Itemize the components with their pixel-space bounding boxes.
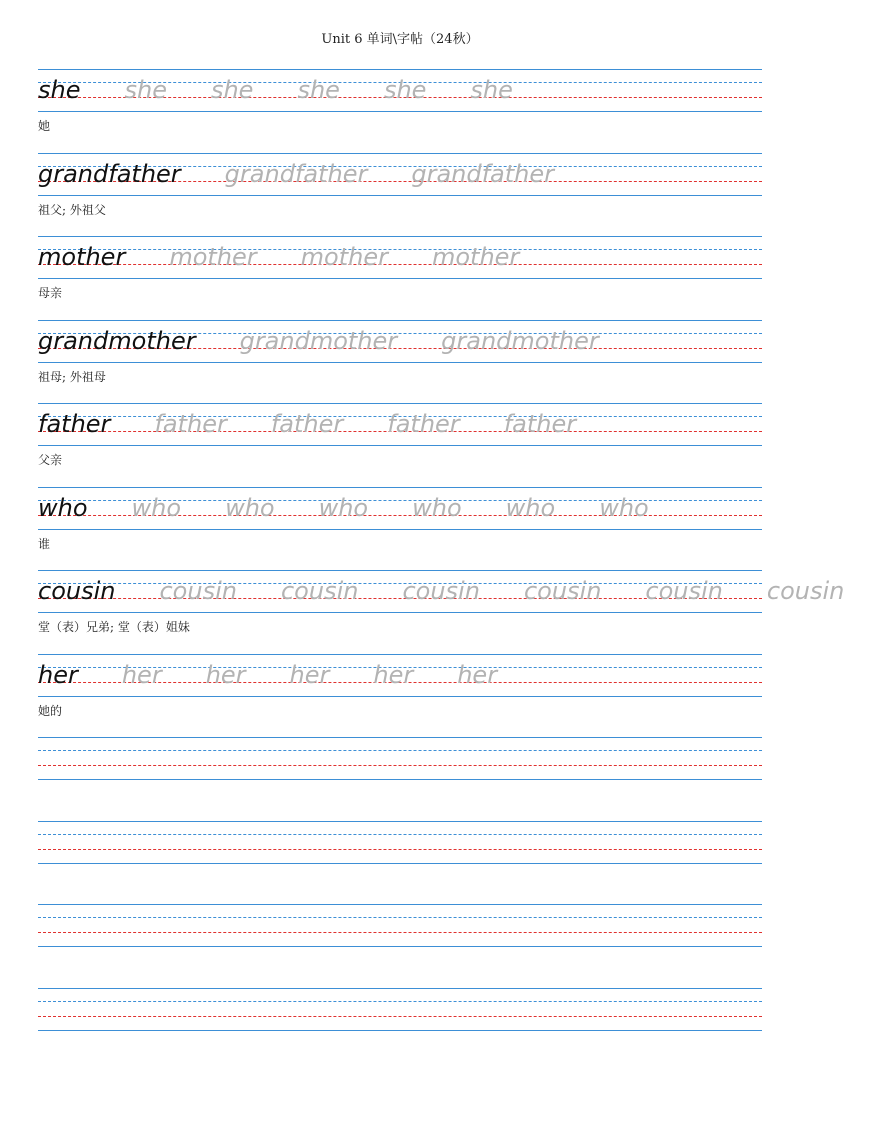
word-trace: her: [205, 660, 246, 689]
guide-line-mid: [38, 834, 762, 835]
guide-line-bottom: [38, 612, 762, 613]
word-trace: father: [387, 410, 460, 438]
word-meaning: 她: [38, 119, 51, 133]
word-samples: [38, 322, 643, 356]
word-trace: cousin: [280, 577, 359, 605]
word-example: mother: [38, 243, 126, 271]
guide-line-mid: [38, 1001, 762, 1002]
word-samples: [38, 489, 693, 523]
word-trace: cousin: [159, 577, 237, 605]
blank-practice-row: [38, 987, 762, 1071]
guide-line-top: [38, 236, 762, 237]
word-trace: mother: [431, 243, 520, 271]
word-trace: who: [412, 493, 462, 522]
word-trace: she: [470, 76, 513, 104]
guide-line-top: [38, 737, 762, 738]
guide-line-bottom: [38, 696, 762, 697]
word-meaning: 祖父; 外祖父: [38, 202, 106, 217]
word-trace: who: [131, 493, 182, 522]
guide-line-bottom: [38, 195, 762, 196]
word-trace: mother: [169, 243, 257, 271]
four-line-grid: [38, 820, 762, 864]
word-trace: she: [124, 76, 167, 104]
guide-line-top: [38, 988, 762, 989]
guide-line-top: [38, 904, 762, 905]
guide-line-bottom: [38, 779, 762, 780]
guide-line-mid: [38, 917, 762, 918]
word-trace: her: [121, 660, 162, 689]
guide-line-bottom: [38, 529, 762, 530]
guide-line-top: [38, 69, 762, 70]
practice-rows: [38, 68, 845, 1070]
word-row: [38, 68, 762, 152]
guide-line-bottom: [38, 946, 762, 947]
word-example: cousin: [38, 577, 116, 605]
word-trace: cousin: [645, 577, 723, 605]
page-title: Unit 6 单词\字帖（24秋）: [321, 32, 479, 47]
word-trace: cousin: [402, 577, 480, 605]
word-example: father: [38, 410, 111, 438]
guide-line-top: [38, 320, 762, 321]
word-example: she: [38, 76, 81, 104]
guide-line-top: [38, 821, 762, 822]
guide-line-top: [38, 403, 762, 404]
word-example: her: [38, 660, 78, 689]
word-row: [38, 402, 762, 486]
guide-line-mid: [38, 750, 762, 751]
guide-line-top: [38, 654, 762, 655]
word-meaning: 祖母; 外祖母: [38, 369, 106, 384]
word-samples: [38, 71, 557, 105]
word-meaning: 谁: [38, 536, 51, 551]
word-samples: [38, 656, 541, 690]
word-trace: father: [503, 410, 577, 438]
word-trace: cousin: [523, 577, 602, 605]
word-trace: who: [225, 493, 275, 522]
word-samples: [38, 238, 563, 272]
blank-practice-row: [38, 903, 762, 987]
word-meaning: 她的: [38, 703, 63, 718]
word-trace: her: [373, 660, 414, 689]
word-row: [38, 569, 845, 653]
word-trace: who: [318, 493, 369, 522]
guide-line-base: [38, 765, 762, 766]
guide-line-base: [38, 932, 762, 933]
word-row: [38, 235, 762, 319]
guide-line-top: [38, 153, 762, 154]
word-samples: [38, 572, 888, 606]
guide-line-top: [38, 487, 762, 488]
word-example: grandmother: [38, 326, 196, 355]
four-line-grid: [38, 903, 762, 947]
word-trace: grandmother: [239, 326, 398, 355]
guide-line-base: [38, 1016, 762, 1017]
word-samples: [38, 155, 598, 189]
word-samples: [38, 405, 620, 439]
word-example: who: [38, 493, 88, 522]
guide-line-bottom: [38, 863, 762, 864]
guide-line-bottom: [38, 362, 762, 363]
blank-practice-row: [38, 820, 762, 904]
word-row: [38, 152, 762, 236]
word-trace: she: [297, 76, 340, 104]
word-meaning: 父亲: [38, 453, 63, 467]
word-meaning: 堂（表）兄弟; 堂（表）姐妹: [38, 620, 190, 634]
word-example: grandfather: [38, 159, 181, 188]
guide-line-bottom: [38, 111, 762, 112]
four-line-grid: [38, 987, 762, 1031]
word-meaning: 母亲: [38, 286, 63, 300]
four-line-grid: [38, 736, 762, 780]
word-trace: she: [210, 76, 254, 104]
guide-line-top: [38, 570, 762, 571]
word-trace: she: [383, 76, 427, 104]
word-row: [38, 486, 762, 570]
word-trace: cousin: [766, 577, 845, 605]
guide-line-bottom: [38, 1030, 762, 1031]
word-trace: grandfather: [411, 159, 555, 188]
word-row: [38, 653, 762, 737]
word-trace: father: [270, 410, 344, 438]
word-trace: grandmother: [441, 326, 599, 355]
word-trace: mother: [300, 243, 388, 271]
word-trace: her: [289, 660, 330, 689]
word-trace: grandfather: [224, 159, 368, 188]
guide-line-bottom: [38, 278, 762, 279]
word-trace: who: [505, 493, 556, 522]
word-trace: father: [154, 410, 227, 438]
guide-line-base: [38, 849, 762, 850]
blank-practice-row: [38, 736, 762, 820]
word-trace: her: [457, 660, 498, 689]
word-trace: who: [599, 493, 649, 522]
word-row: [38, 319, 762, 403]
guide-line-bottom: [38, 445, 762, 446]
